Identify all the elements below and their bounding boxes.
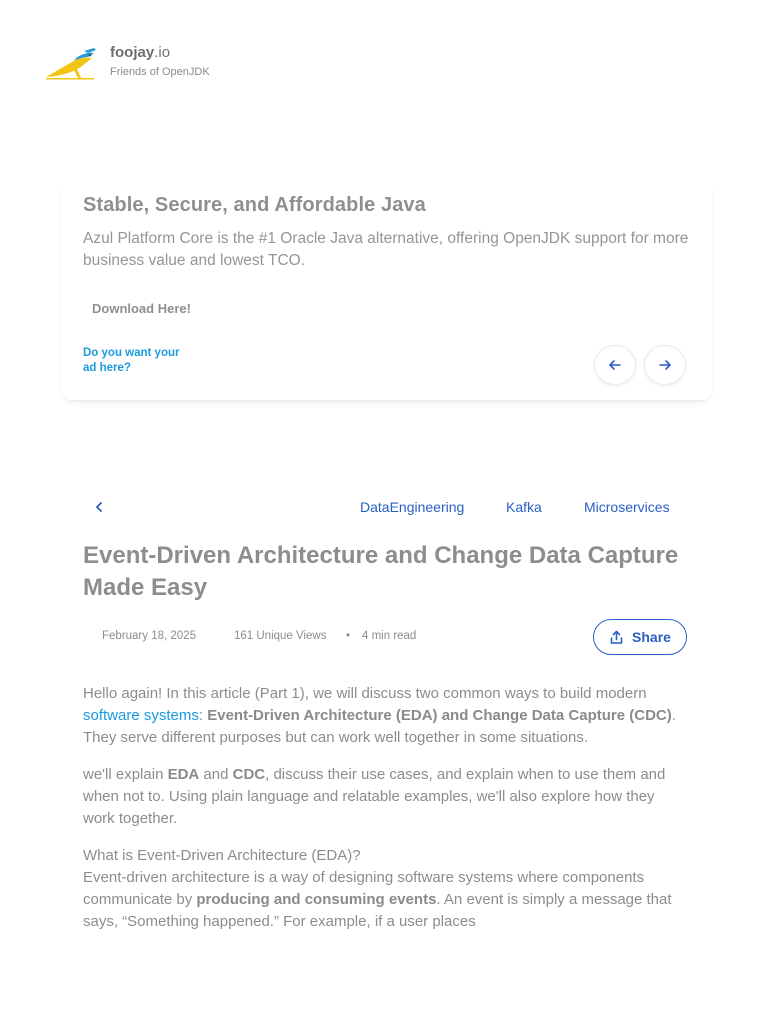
article-body [83, 683, 683, 948]
site-brand[interactable] [44, 44, 210, 84]
tag-kafka[interactable]: Kafka [506, 499, 542, 515]
ad-next-button[interactable] [644, 345, 686, 385]
ad-card [62, 176, 712, 400]
section-heading-eda: What is Event-Driven Architecture (EDA)? [83, 847, 361, 864]
read-time: 4 min read [362, 630, 417, 642]
site-tagline: Friends of OpenJDK [110, 66, 210, 78]
meta-separator: • [346, 630, 351, 642]
foojay-bird-logo-icon [44, 44, 98, 84]
tag-dataengineering[interactable]: DataEngineering [360, 499, 465, 515]
back-chevron-icon[interactable] [92, 500, 106, 514]
publish-date: February 18, 2025 [102, 630, 196, 642]
arrow-left-icon [608, 358, 622, 372]
paragraph-intro: Hello again! In this article (Part 1), we will discuss two common ways to build modern software systems: Event-Driven Architecture (EDA) and Change Data Capture (CDC). They serve different purposes but can work well together in some situations. [83, 685, 676, 746]
ad-prev-button[interactable] [594, 345, 636, 385]
tag-microservices[interactable]: Microservices [584, 499, 670, 515]
ad-download-link[interactable]: Download Here! [92, 301, 191, 316]
article-title: Event-Driven Architecture and Change Data Capture Made Easy [83, 542, 679, 601]
paragraph-overview: we'll explain EDA and CDC, discuss their use cases, and explain when to use them and when not to. Using plain language and relatable examples, we'll also explore how they work together. [83, 766, 666, 827]
share-label: Share [632, 629, 671, 645]
arrow-right-icon [658, 358, 672, 372]
ad-description: Azul Platform Core is the #1 Oracle Java alternative, offering OpenJDK support for more business value and lowest TCO. [83, 230, 689, 269]
share-button[interactable] [593, 619, 687, 655]
ad-title[interactable]: Stable, Secure, and Affordable Java [83, 194, 426, 216]
site-name: foojay.io [110, 44, 171, 61]
share-icon [609, 630, 624, 645]
advertise-link[interactable]: Do you want your ad here? [83, 347, 180, 374]
software-systems-link[interactable]: software systems [83, 707, 199, 724]
paragraph-eda: Event-driven architecture is a way of designing software systems where components communicate by producing and consuming events. An event is simply a message that says, “Something happened.” For example, if a user places [83, 869, 672, 930]
view-count: 161 Unique Views [234, 630, 327, 642]
